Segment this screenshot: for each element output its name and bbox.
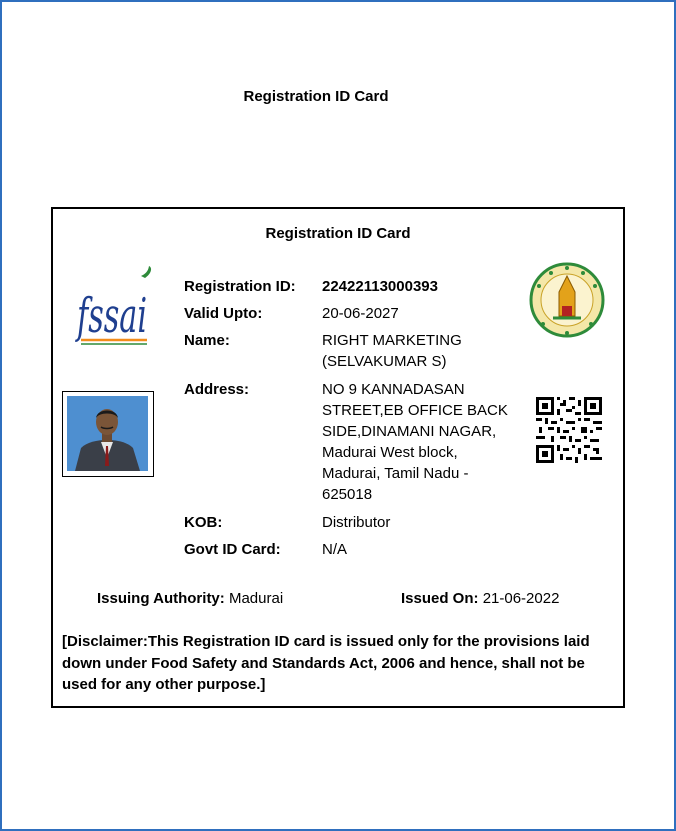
issued-on [401, 590, 559, 607]
tamil-nadu-emblem [529, 262, 605, 338]
svg-text:fssai: fssai [75, 288, 147, 344]
govt-id-row [184, 539, 514, 560]
card-title: Registration ID Card [265, 225, 411, 242]
kob-label: KOB: [184, 514, 223, 531]
issued-on-label: Issued On: [401, 590, 479, 607]
disclaimer: [Disclaimer:This Registration ID card is issued only for the provisions laid down under Food Safety and Standards Act, 2006 and hence, shall not be used for any other purpose.] [62, 633, 590, 693]
registration-details [184, 276, 514, 566]
registration-id-value: 22422113000393 [322, 278, 438, 295]
name-label: Name: [184, 332, 230, 349]
name-value: RIGHT MARKETING (SELVAKUMAR S) [322, 332, 462, 370]
issued-on-value: 21-06-2022 [482, 590, 560, 607]
holder-photo [62, 391, 154, 477]
registration-id-row [184, 276, 514, 297]
fssai-logo [75, 264, 155, 348]
page-title: Registration ID Card [243, 88, 389, 105]
valid-upto-label: Valid Upto: [184, 305, 263, 322]
valid-upto-value: 20-06-2027 [322, 305, 399, 322]
govt-id-value: N/A [322, 541, 348, 558]
govt-id-label: Govt ID Card: [184, 541, 281, 558]
valid-upto-row [184, 303, 514, 324]
qr-code [536, 397, 602, 463]
kob-row [184, 512, 514, 533]
issuing-authority [97, 590, 283, 607]
address-row [184, 379, 514, 505]
issuing-authority-label: Issuing Authority: [97, 590, 225, 607]
registration-card [51, 207, 625, 708]
issuing-authority-value: Madurai [228, 590, 284, 607]
registration-id-label: Registration ID: [184, 278, 296, 295]
address-value: NO 9 KANNADASAN STREET,EB OFFICE BACK SIDE,DINAMANI NAGAR, Madurai West block, Madurai, Tamil Nadu - 625018 [322, 381, 508, 503]
name-row [184, 330, 514, 372]
kob-value: Distributor [322, 514, 391, 531]
address-label: Address: [184, 381, 250, 398]
